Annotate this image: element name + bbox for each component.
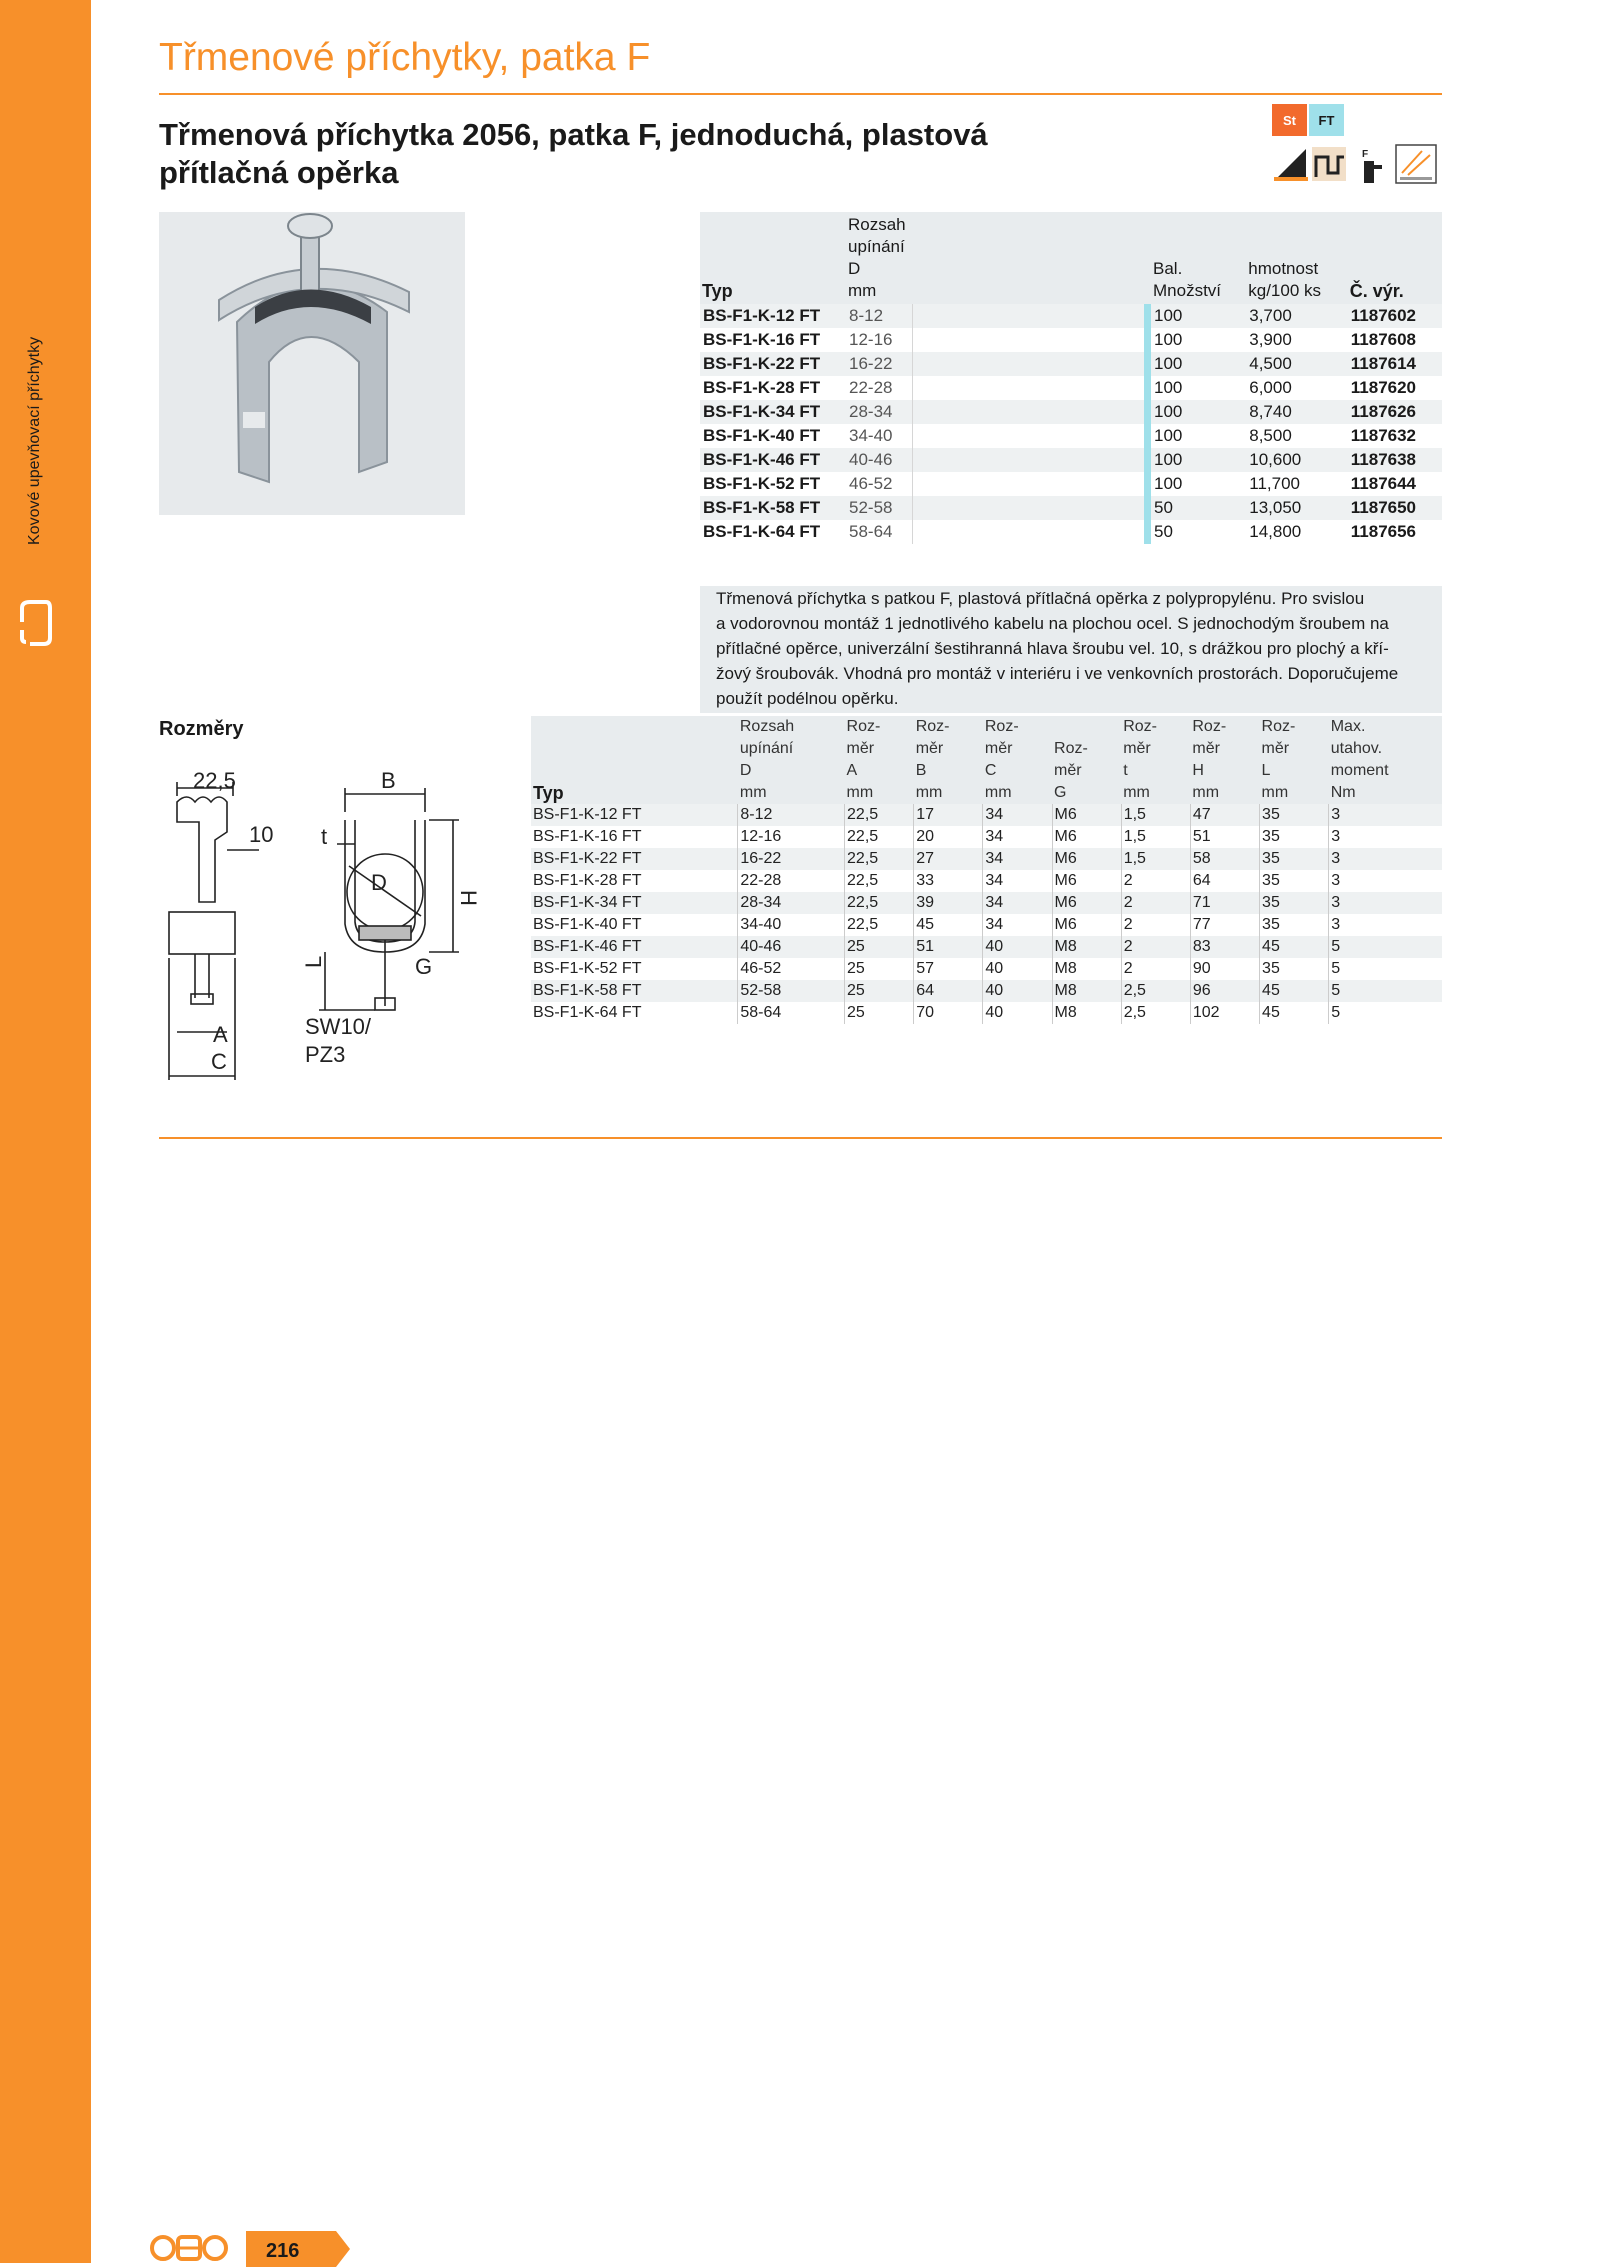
cell-cis: 1187608 (1348, 328, 1442, 352)
cell-typ: BS-F1-K-64 FT (700, 520, 846, 544)
cell-cis: 1187638 (1348, 448, 1442, 472)
dim-cell: 22,5 (845, 892, 914, 914)
cell-range: 22-28 (846, 376, 913, 400)
dim-label-c: C (211, 1049, 227, 1074)
dim-header-cell: měr (1052, 760, 1121, 782)
dim-cell: 34 (983, 870, 1052, 892)
cell-cyan-marker (1144, 328, 1151, 352)
cell-cyan-marker (1144, 352, 1151, 376)
dim-header-cell: mm (1260, 782, 1329, 804)
cell-gap (913, 424, 1145, 448)
dim-cell: 28-34 (738, 892, 845, 914)
cell-bal: 100 (1151, 448, 1246, 472)
cell-gap (913, 304, 1145, 328)
cell-gap (913, 400, 1145, 424)
description-line: přítlačné opěrce, univerzální šestihranná hlava šroubu vel. 10, s drážkou pro plochý a kří- (716, 639, 1389, 658)
cell-range: 58-64 (846, 520, 913, 544)
dim-header-cell: měr (914, 738, 983, 760)
dim-header-cell: moment (1329, 760, 1442, 782)
dim-header-cell: Nm (1329, 782, 1442, 804)
cell-gap (913, 376, 1145, 400)
dim-header-cell: Roz- (1190, 716, 1259, 738)
dim-cell: 2 (1121, 914, 1190, 936)
badge-steel: St (1272, 104, 1307, 136)
header-range (846, 212, 913, 304)
header-cyan (1144, 212, 1151, 304)
obo-logo (150, 2233, 230, 2263)
cell-weight: 8,500 (1246, 424, 1348, 448)
dim-cell: 45 (1260, 1002, 1329, 1024)
dim-header-cell: A (845, 760, 914, 782)
dim-header-cell: mm (914, 782, 983, 804)
dimensions-heading: Rozměry (159, 718, 244, 740)
cell-weight: 4,500 (1246, 352, 1348, 376)
dim-cell: 8-12 (738, 804, 845, 826)
dim-header-cell: t (1121, 760, 1190, 782)
cell-typ: BS-F1-K-22 FT (700, 352, 846, 376)
cell-bal: 50 (1151, 520, 1246, 544)
side-category-label: Kovové upevňovací příchytky (26, 336, 43, 545)
dim-cell: M6 (1052, 892, 1121, 914)
cell-range: 34-40 (846, 424, 913, 448)
dim-cell: 3 (1329, 892, 1442, 914)
dim-cell: 22,5 (845, 804, 914, 826)
table-row (700, 424, 1442, 448)
dim-cell: BS-F1-K-16 FT (531, 826, 738, 848)
dim-header-row (531, 760, 1442, 782)
table-row (700, 328, 1442, 352)
cell-cyan-marker (1144, 424, 1151, 448)
dim-header-cell: Roz- (983, 716, 1052, 738)
header-cis: Č. výr. (1348, 212, 1442, 304)
cell-weight: 3,700 (1246, 304, 1348, 328)
cell-weight: 14,800 (1246, 520, 1348, 544)
dim-cell: 47 (1190, 804, 1259, 826)
dim-cell: 34 (983, 892, 1052, 914)
dimension-drawing (159, 762, 489, 1092)
dim-table-row (531, 804, 1442, 826)
dim-cell: 22,5 (845, 848, 914, 870)
cell-range: 40-46 (846, 448, 913, 472)
dim-cell: 45 (1260, 980, 1329, 1002)
cell-range: 16-22 (846, 352, 913, 376)
dim-header-cell: Roz- (914, 716, 983, 738)
cell-gap (913, 352, 1145, 376)
dim-header-cell: Typ (531, 782, 738, 804)
dim-label-sw: SW10/ (305, 1014, 372, 1039)
page-number-tab (246, 2231, 350, 2267)
dim-label-h: H (456, 890, 481, 906)
dim-cell: 34 (983, 826, 1052, 848)
dim-label-l: L (301, 955, 326, 968)
dim-table-row (531, 848, 1442, 870)
cell-range: 12-16 (846, 328, 913, 352)
dim-cell: 33 (914, 870, 983, 892)
dim-cell: 27 (914, 848, 983, 870)
header-gap (913, 212, 1145, 304)
dim-cell: 57 (914, 958, 983, 980)
dim-cell: 3 (1331, 872, 1341, 889)
dim-cell: BS-F1-K-52 FT (531, 958, 738, 980)
dim-header-row (531, 738, 1442, 760)
cell-typ: BS-F1-K-34 FT (700, 400, 846, 424)
dim-table-row (531, 936, 1442, 958)
dim-cell: 2,5 (1121, 1002, 1190, 1024)
dim-cell: 34-40 (738, 914, 845, 936)
dim-header-cell: Roz- (1260, 716, 1329, 738)
cell-bal: 50 (1151, 496, 1246, 520)
cell-cyan-marker (1144, 472, 1151, 496)
dim-cell: 2 (1121, 870, 1190, 892)
dim-header-cell: B (914, 760, 983, 782)
dim-table-row (531, 826, 1442, 848)
dim-header-cell: Max. (1329, 716, 1442, 738)
dim-cell: 20 (914, 826, 983, 848)
cell-bal: 100 (1151, 424, 1246, 448)
dim-cell: 35 (1260, 914, 1329, 936)
dim-cell: 5 (1331, 960, 1341, 977)
dim-header-cell (531, 738, 738, 760)
dim-cell: BS-F1-K-22 FT (531, 848, 738, 870)
dim-cell: M6 (1052, 870, 1121, 892)
cell-weight: 11,700 (1246, 472, 1348, 496)
dim-cell: 34 (983, 848, 1052, 870)
dim-label-a: A (213, 1022, 228, 1047)
header-range-l1: Rozsah (848, 215, 906, 234)
cell-typ: BS-F1-K-52 FT (700, 472, 846, 496)
dim-cell: 22,5 (845, 870, 914, 892)
dim-cell: M8 (1052, 980, 1121, 1002)
header-weight (1246, 212, 1348, 304)
dim-cell: 52-58 (738, 980, 845, 1002)
dim-header-cell: měr (983, 738, 1052, 760)
dim-header-cell (531, 716, 738, 738)
dim-cell: 1,5 (1121, 848, 1190, 870)
dim-cell: 3 (1331, 916, 1341, 933)
dim-cell: BS-F1-K-12 FT (531, 804, 738, 826)
dim-header-cell: měr (1121, 738, 1190, 760)
dim-label-225: 22,5 (193, 768, 236, 793)
product-title-line2: přítlačná opěrka (159, 155, 399, 190)
cell-weight: 10,600 (1246, 448, 1348, 472)
dim-header-cell: mm (845, 782, 914, 804)
dim-cell: 35 (1260, 804, 1329, 826)
cell-cyan-marker (1144, 304, 1151, 328)
dim-header-cell: mm (738, 782, 845, 804)
dim-cell: M6 (1052, 848, 1121, 870)
dim-header-cell: G (1052, 782, 1121, 804)
cell-cis: 1187656 (1348, 520, 1442, 544)
dim-cell: 40-46 (738, 936, 845, 958)
dim-cell: 5 (1329, 980, 1442, 1002)
dim-cell: 3 (1329, 848, 1442, 870)
dim-header-cell: L (1260, 760, 1329, 782)
dim-cell: M8 (1052, 1002, 1121, 1024)
header-bal-l1: Bal. (1153, 259, 1183, 278)
dim-cell: 5 (1331, 1004, 1341, 1021)
cell-cis: 1187626 (1348, 400, 1442, 424)
cell-range: 46-52 (846, 472, 913, 496)
product-title (159, 116, 1059, 192)
cell-typ: BS-F1-K-12 FT (700, 304, 846, 328)
certificate-icon (1396, 145, 1436, 183)
cell-weight: 13,050 (1246, 496, 1348, 520)
page-title: Třmenové příchytky, patka F (159, 36, 651, 79)
cell-bal: 100 (1151, 352, 1246, 376)
cell-bal: 100 (1151, 472, 1246, 496)
dim-cell: 58-64 (738, 1002, 845, 1024)
dim-label-pz: PZ3 (305, 1042, 346, 1067)
dim-cell: 77 (1190, 914, 1259, 936)
dim-header-cell: měr (1260, 738, 1329, 760)
dim-table-row (531, 980, 1442, 1002)
dim-header-cell: měr (1190, 738, 1259, 760)
header-weight-l2: kg/100 ks (1248, 281, 1322, 300)
dim-header-cell: Rozsah (738, 716, 845, 738)
cell-cis: 1187620 (1348, 376, 1442, 400)
clip-icon (16, 598, 54, 648)
surface-mount-icon (1274, 149, 1308, 181)
cell-typ: BS-F1-K-40 FT (700, 424, 846, 448)
cell-weight: 8,740 (1246, 400, 1348, 424)
dim-header-cell: mm (1190, 782, 1259, 804)
page-number: 216 (266, 2240, 300, 2262)
cell-gap (913, 520, 1145, 544)
dim-header-cell: mm (1121, 782, 1190, 804)
header-typ: Typ (700, 212, 846, 304)
cell-cis: 1187602 (1348, 304, 1442, 328)
dim-cell: M6 (1052, 804, 1121, 826)
dim-cell: 90 (1190, 958, 1259, 980)
dim-table-row (531, 870, 1442, 892)
dim-label-d: D (371, 870, 387, 895)
cell-cyan-marker (1144, 496, 1151, 520)
cell-gap (913, 448, 1145, 472)
dim-label-t: t (321, 824, 328, 849)
table-row (700, 376, 1442, 400)
description-line: a vodorovnou montáž 1 jednotlivého kabelu na plochou ocel. S jednochodým šroubem na (716, 614, 1389, 633)
dim-cell: 39 (914, 892, 983, 914)
dim-cell: 3 (1331, 828, 1341, 845)
dim-label-g: G (415, 954, 433, 979)
dim-cell: 1,5 (1121, 804, 1190, 826)
table-row (700, 448, 1442, 472)
dim-cell: M8 (1052, 936, 1121, 958)
cell-typ: BS-F1-K-16 FT (700, 328, 846, 352)
dim-label-b: B (381, 768, 396, 793)
dim-cell: 64 (914, 980, 983, 1002)
dim-cell: 40 (983, 980, 1052, 1002)
dim-cell: 45 (914, 914, 983, 936)
table-row (700, 400, 1442, 424)
cell-bal: 100 (1151, 304, 1246, 328)
cell-cyan-marker (1144, 520, 1151, 544)
cell-cis: 1187614 (1348, 352, 1442, 376)
cell-weight: 6,000 (1246, 376, 1348, 400)
dim-header-cell (531, 760, 738, 782)
cell-range: 52-58 (846, 496, 913, 520)
dimensions-table (531, 716, 1442, 1024)
description-line: použít podélnou opěrku. (716, 689, 899, 708)
dim-cell: 25 (845, 980, 914, 1002)
dim-cell: M6 (1052, 826, 1121, 848)
dim-cell: 16-22 (738, 848, 845, 870)
badge-finish: FT (1309, 104, 1344, 136)
dim-cell: 83 (1190, 936, 1259, 958)
dim-cell: 2 (1121, 958, 1190, 980)
sidebar-band (0, 0, 91, 2263)
dim-cell: 58 (1190, 848, 1259, 870)
dim-table-row (531, 892, 1442, 914)
dim-cell: 34 (983, 804, 1052, 826)
dim-cell: M8 (1052, 958, 1121, 980)
header-bal-l2: Množství (1153, 281, 1222, 300)
dim-cell: 17 (914, 804, 983, 826)
header-range-l3: D (848, 259, 861, 278)
header-range-l2: upínání (848, 237, 905, 256)
dim-cell: 12-16 (738, 826, 845, 848)
cell-typ: BS-F1-K-28 FT (700, 376, 846, 400)
dim-cell: BS-F1-K-46 FT (531, 936, 738, 958)
dim-cell: 25 (845, 936, 914, 958)
dim-cell: 35 (1260, 958, 1329, 980)
dim-header-row (531, 782, 1442, 804)
dim-cell: BS-F1-K-64 FT (531, 1002, 738, 1024)
cell-cis: 1187644 (1348, 472, 1442, 496)
header-weight-l1: hmotnost (1248, 259, 1319, 278)
dim-cell: 35 (1260, 826, 1329, 848)
header-bal (1151, 212, 1246, 304)
dim-label-10: 10 (249, 822, 274, 847)
dim-table-row (531, 958, 1442, 980)
dim-cell: 40 (983, 1002, 1052, 1024)
dim-header-cell: Roz- (1121, 716, 1190, 738)
dim-cell: 64 (1190, 870, 1259, 892)
cell-cis: 1187632 (1348, 424, 1442, 448)
dim-cell: 35 (1260, 892, 1329, 914)
table-row (700, 496, 1442, 520)
table-row (700, 304, 1442, 328)
bracket-mount-icon (1312, 147, 1346, 181)
dim-cell: 5 (1329, 936, 1442, 958)
svg-text:F: F (1362, 149, 1369, 160)
dim-cell: 22,5 (845, 826, 914, 848)
dim-cell: 45 (1260, 936, 1329, 958)
cell-cyan-marker (1144, 376, 1151, 400)
dim-cell: 2 (1121, 892, 1190, 914)
table-row (700, 520, 1442, 544)
dim-header-cell: D (738, 760, 845, 782)
table-row (700, 472, 1442, 496)
dim-cell: 70 (914, 1002, 983, 1024)
dim-cell: 40 (983, 958, 1052, 980)
dim-cell: M6 (1052, 914, 1121, 936)
cell-cyan-marker (1144, 448, 1151, 472)
dim-cell: 46-52 (738, 958, 845, 980)
product-photo (159, 212, 465, 515)
dim-cell: BS-F1-K-58 FT (531, 980, 738, 1002)
cell-typ: BS-F1-K-58 FT (700, 496, 846, 520)
dim-cell: 35 (1260, 848, 1329, 870)
dim-cell: 35 (1260, 870, 1329, 892)
foot-f-icon (1362, 149, 1382, 183)
dim-cell: 96 (1190, 980, 1259, 1002)
dim-cell: 3 (1329, 804, 1442, 826)
cell-typ: BS-F1-K-46 FT (700, 448, 846, 472)
dim-cell: 2 (1121, 936, 1190, 958)
dim-cell: BS-F1-K-28 FT (531, 870, 738, 892)
dim-header-cell (1052, 716, 1121, 738)
dim-cell: 22-28 (738, 870, 845, 892)
product-description (700, 586, 1442, 713)
dim-header-cell: mm (983, 782, 1052, 804)
title-rule (159, 93, 1442, 95)
cell-range: 8-12 (846, 304, 913, 328)
dim-table-row (531, 914, 1442, 936)
dim-cell: 51 (914, 936, 983, 958)
description-line: žový šroubovák. Vhodná pro montáž v interiéru i ve venkovních prostorách. Doporučujeme (716, 664, 1399, 683)
cell-bal: 100 (1151, 400, 1246, 424)
mounting-symbols (1272, 143, 1442, 185)
section-rule (159, 1137, 1442, 1139)
cell-weight: 3,900 (1246, 328, 1348, 352)
dim-cell: 25 (845, 958, 914, 980)
dim-header-cell: upínání (738, 738, 845, 760)
description-line: Třmenová příchytka s patkou F, plastová přítlačná opěrka z polypropylénu. Pro svislou (716, 589, 1365, 608)
product-table (700, 212, 1442, 544)
dim-cell: 22,5 (845, 914, 914, 936)
dim-cell: 51 (1190, 826, 1259, 848)
cell-range: 28-34 (846, 400, 913, 424)
dim-header-cell: H (1190, 760, 1259, 782)
dim-cell: 2,5 (1121, 980, 1190, 1002)
cell-gap (913, 496, 1145, 520)
cell-bal: 100 (1151, 376, 1246, 400)
dim-table-row (531, 1002, 1442, 1024)
dim-cell: 71 (1190, 892, 1259, 914)
product-title-line1: Třmenová příchytka 2056, patka F, jednoduchá, plastová (159, 117, 988, 152)
dim-header-cell: Roz- (1052, 738, 1121, 760)
dim-header-cell: měr (845, 738, 914, 760)
dim-header-cell: C (983, 760, 1052, 782)
dim-cell: 25 (845, 1002, 914, 1024)
dim-cell: 102 (1190, 1002, 1259, 1024)
cell-gap (913, 328, 1145, 352)
dim-cell: 40 (983, 936, 1052, 958)
cell-gap (913, 472, 1145, 496)
dim-cell: BS-F1-K-40 FT (531, 914, 738, 936)
cell-cyan-marker (1144, 400, 1151, 424)
dim-cell: 34 (983, 914, 1052, 936)
dim-header-cell: Roz- (845, 716, 914, 738)
dim-cell: 1,5 (1121, 826, 1190, 848)
cell-cis: 1187650 (1348, 496, 1442, 520)
dim-header-cell: utahov. (1329, 738, 1442, 760)
header-range-l4: mm (848, 281, 877, 300)
dim-cell: BS-F1-K-34 FT (531, 892, 738, 914)
cell-bal: 100 (1151, 328, 1246, 352)
dim-header-row (531, 716, 1442, 738)
table-row (700, 352, 1442, 376)
